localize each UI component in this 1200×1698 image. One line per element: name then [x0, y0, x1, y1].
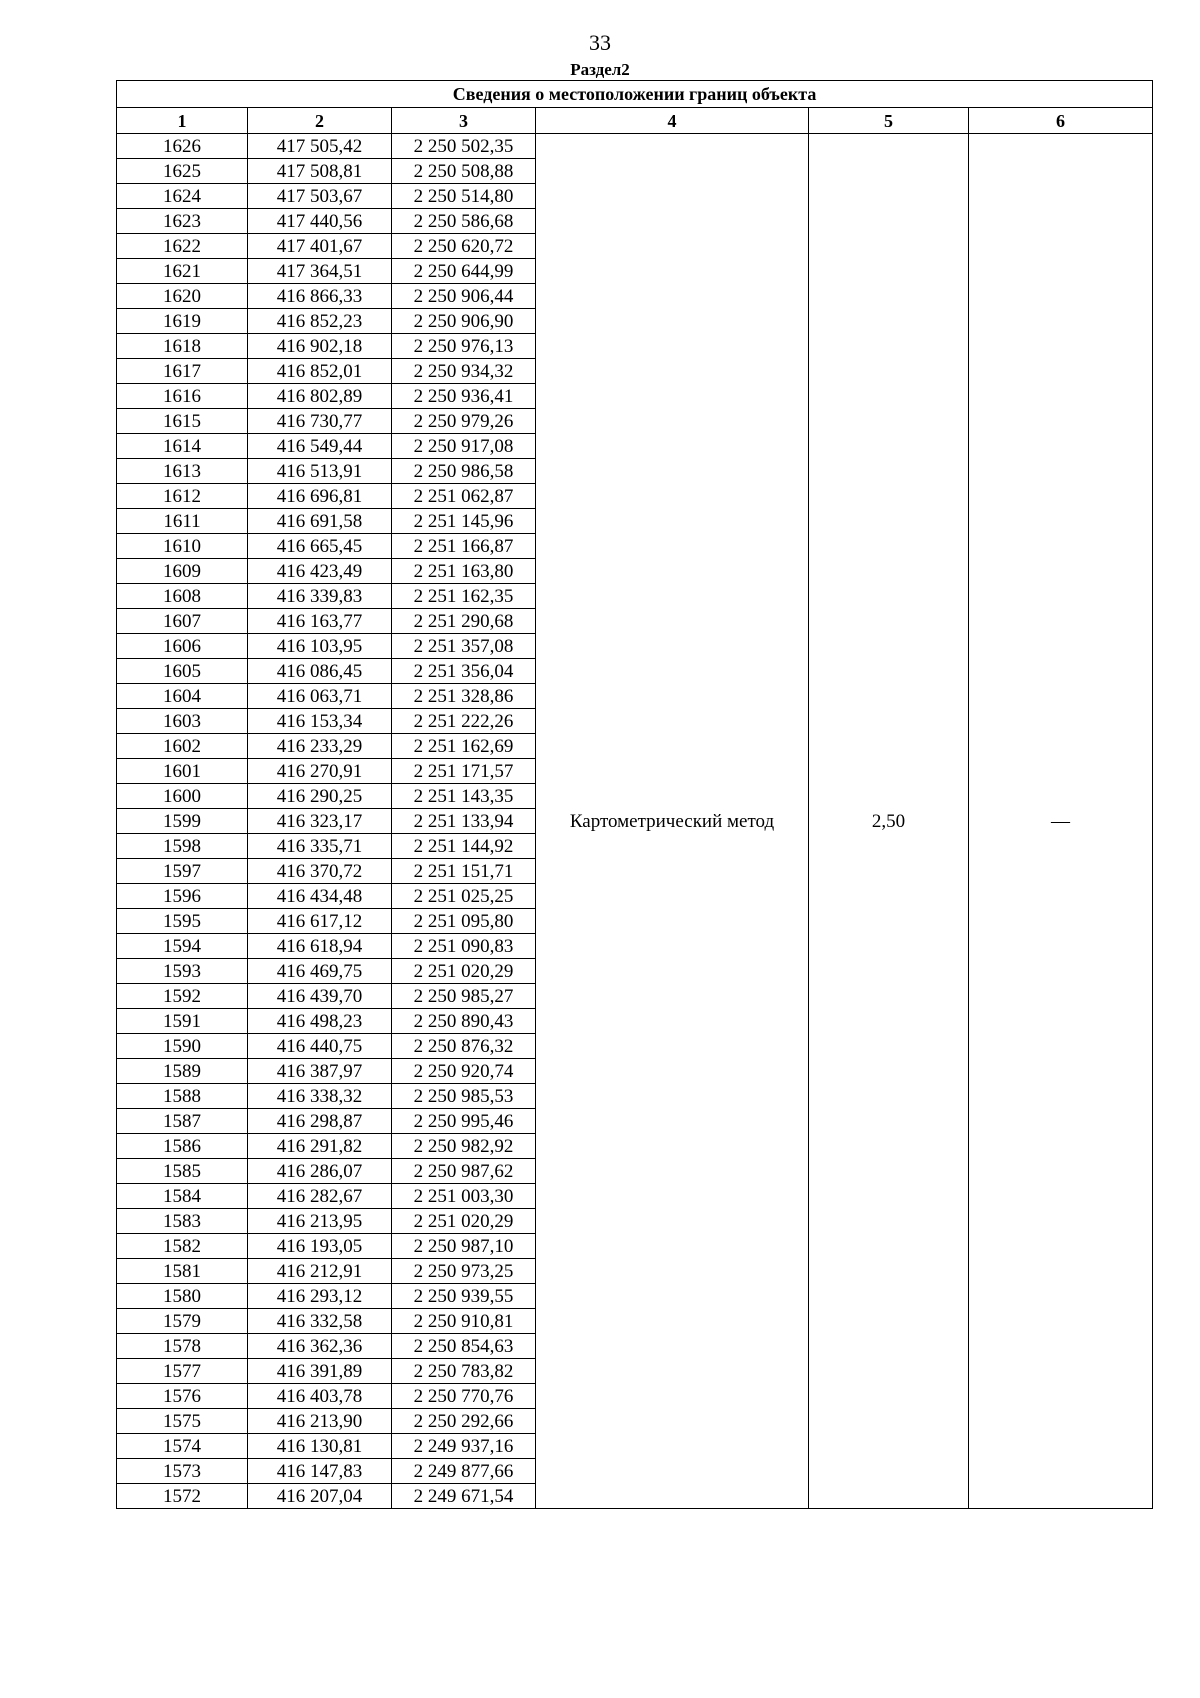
point-number-cell: 1607 — [117, 609, 248, 634]
y-coordinate-cell: 2 251 151,71 — [392, 859, 536, 884]
x-coordinate-cell: 416 086,45 — [248, 659, 392, 684]
column-number-row — [117, 108, 1153, 134]
y-coordinate-cell: 2 249 671,54 — [392, 1484, 536, 1509]
y-coordinate-cell: 2 251 222,26 — [392, 709, 536, 734]
y-coordinate-cell: 2 250 939,55 — [392, 1284, 536, 1309]
x-coordinate-cell: 416 293,12 — [248, 1284, 392, 1309]
point-number-cell: 1613 — [117, 459, 248, 484]
y-coordinate-cell: 2 251 328,86 — [392, 684, 536, 709]
x-coordinate-cell: 416 617,12 — [248, 909, 392, 934]
x-coordinate-cell: 416 391,89 — [248, 1359, 392, 1384]
x-coordinate-cell: 416 323,17 — [248, 809, 392, 834]
x-coordinate-cell: 417 440,56 — [248, 209, 392, 234]
x-coordinate-cell: 416 103,95 — [248, 634, 392, 659]
accuracy-cell: 2,50 — [809, 134, 969, 1509]
point-number-cell: 1625 — [117, 159, 248, 184]
y-coordinate-cell: 2 249 937,16 — [392, 1434, 536, 1459]
y-coordinate-cell: 2 251 003,30 — [392, 1184, 536, 1209]
point-number-cell: 1596 — [117, 884, 248, 909]
section-label: Раздел2 — [570, 60, 630, 79]
x-coordinate-cell: 416 286,07 — [248, 1159, 392, 1184]
point-number-cell: 1624 — [117, 184, 248, 209]
point-number-cell: 1587 — [117, 1109, 248, 1134]
point-number-cell: 1598 — [117, 834, 248, 859]
y-coordinate-cell: 2 251 162,69 — [392, 734, 536, 759]
x-coordinate-cell: 416 213,95 — [248, 1209, 392, 1234]
y-coordinate-cell: 2 250 982,92 — [392, 1134, 536, 1159]
point-number-cell: 1619 — [117, 309, 248, 334]
point-number-cell: 1599 — [117, 809, 248, 834]
y-coordinate-cell: 2 250 783,82 — [392, 1359, 536, 1384]
point-number-cell: 1576 — [117, 1384, 248, 1409]
column-number-1: 1 — [117, 108, 248, 134]
x-coordinate-cell: 416 902,18 — [248, 334, 392, 359]
y-coordinate-cell: 2 251 133,94 — [392, 809, 536, 834]
y-coordinate-cell: 2 250 644,99 — [392, 259, 536, 284]
x-coordinate-cell: 416 193,05 — [248, 1234, 392, 1259]
x-coordinate-cell: 416 513,91 — [248, 459, 392, 484]
point-number-cell: 1616 — [117, 384, 248, 409]
column-number-5: 5 — [809, 108, 969, 134]
x-coordinate-cell: 416 207,04 — [248, 1484, 392, 1509]
y-coordinate-cell: 2 250 910,81 — [392, 1309, 536, 1334]
y-coordinate-cell: 2 251 290,68 — [392, 609, 536, 634]
x-coordinate-cell: 416 362,36 — [248, 1334, 392, 1359]
y-coordinate-cell: 2 250 987,62 — [392, 1159, 536, 1184]
y-coordinate-cell: 2 250 508,88 — [392, 159, 536, 184]
y-coordinate-cell: 2 251 163,80 — [392, 559, 536, 584]
x-coordinate-cell: 416 147,83 — [248, 1459, 392, 1484]
point-number-cell: 1590 — [117, 1034, 248, 1059]
y-coordinate-cell: 2 251 020,29 — [392, 1209, 536, 1234]
y-coordinate-cell: 2 251 062,87 — [392, 484, 536, 509]
point-number-cell: 1585 — [117, 1159, 248, 1184]
y-coordinate-cell: 2 250 976,13 — [392, 334, 536, 359]
x-coordinate-cell: 416 423,49 — [248, 559, 392, 584]
point-number-cell: 1622 — [117, 234, 248, 259]
x-coordinate-cell: 416 213,90 — [248, 1409, 392, 1434]
point-number-cell: 1626 — [117, 134, 248, 159]
y-coordinate-cell: 2 251 356,04 — [392, 659, 536, 684]
x-coordinate-cell: 416 233,29 — [248, 734, 392, 759]
point-number-cell: 1572 — [117, 1484, 248, 1509]
table-title-row — [117, 81, 1153, 108]
point-number-cell: 1574 — [117, 1434, 248, 1459]
x-coordinate-cell: 416 434,48 — [248, 884, 392, 909]
x-coordinate-cell: 416 270,91 — [248, 759, 392, 784]
y-coordinate-cell: 2 249 877,66 — [392, 1459, 536, 1484]
x-coordinate-cell: 417 401,67 — [248, 234, 392, 259]
y-coordinate-cell: 2 250 934,32 — [392, 359, 536, 384]
x-coordinate-cell: 416 339,83 — [248, 584, 392, 609]
point-number-cell: 1615 — [117, 409, 248, 434]
point-number-cell: 1592 — [117, 984, 248, 1009]
y-coordinate-cell: 2 251 171,57 — [392, 759, 536, 784]
y-coordinate-cell: 2 250 986,58 — [392, 459, 536, 484]
y-coordinate-cell: 2 250 770,76 — [392, 1384, 536, 1409]
x-coordinate-cell: 416 866,33 — [248, 284, 392, 309]
x-coordinate-cell: 416 852,01 — [248, 359, 392, 384]
x-coordinate-cell: 416 665,45 — [248, 534, 392, 559]
column-number-6: 6 — [969, 108, 1153, 134]
point-number-cell: 1593 — [117, 959, 248, 984]
point-number-cell: 1602 — [117, 734, 248, 759]
point-number-cell: 1620 — [117, 284, 248, 309]
x-coordinate-cell: 416 282,67 — [248, 1184, 392, 1209]
point-number-cell: 1618 — [117, 334, 248, 359]
y-coordinate-cell: 2 250 995,46 — [392, 1109, 536, 1134]
y-coordinate-cell: 2 250 987,10 — [392, 1234, 536, 1259]
page-number: 33 — [589, 30, 611, 55]
point-number-cell: 1577 — [117, 1359, 248, 1384]
y-coordinate-cell: 2 251 020,29 — [392, 959, 536, 984]
y-coordinate-cell: 2 250 917,08 — [392, 434, 536, 459]
point-number-cell: 1606 — [117, 634, 248, 659]
y-coordinate-cell: 2 250 292,66 — [392, 1409, 536, 1434]
point-number-cell: 1601 — [117, 759, 248, 784]
y-coordinate-cell: 2 251 095,80 — [392, 909, 536, 934]
y-coordinate-cell: 2 250 985,53 — [392, 1084, 536, 1109]
y-coordinate-cell: 2 250 979,26 — [392, 409, 536, 434]
point-number-cell: 1578 — [117, 1334, 248, 1359]
y-coordinate-cell: 2 250 973,25 — [392, 1259, 536, 1284]
point-number-cell: 1589 — [117, 1059, 248, 1084]
point-number-cell: 1610 — [117, 534, 248, 559]
x-coordinate-cell: 417 508,81 — [248, 159, 392, 184]
x-coordinate-cell: 416 063,71 — [248, 684, 392, 709]
y-coordinate-cell: 2 250 854,63 — [392, 1334, 536, 1359]
point-number-cell: 1582 — [117, 1234, 248, 1259]
point-number-cell: 1575 — [117, 1409, 248, 1434]
point-number-cell: 1617 — [117, 359, 248, 384]
y-coordinate-cell: 2 250 876,32 — [392, 1034, 536, 1059]
point-number-cell: 1584 — [117, 1184, 248, 1209]
x-coordinate-cell: 416 338,32 — [248, 1084, 392, 1109]
column-number-3: 3 — [392, 108, 536, 134]
point-number-cell: 1603 — [117, 709, 248, 734]
x-coordinate-cell: 416 370,72 — [248, 859, 392, 884]
x-coordinate-cell: 416 730,77 — [248, 409, 392, 434]
x-coordinate-cell: 416 212,91 — [248, 1259, 392, 1284]
y-coordinate-cell: 2 250 586,68 — [392, 209, 536, 234]
point-number-cell: 1591 — [117, 1009, 248, 1034]
y-coordinate-cell: 2 251 357,08 — [392, 634, 536, 659]
x-coordinate-cell: 416 691,58 — [248, 509, 392, 534]
y-coordinate-cell: 2 251 145,96 — [392, 509, 536, 534]
point-number-cell: 1600 — [117, 784, 248, 809]
x-coordinate-cell: 416 291,82 — [248, 1134, 392, 1159]
point-number-cell: 1581 — [117, 1259, 248, 1284]
x-coordinate-cell: 416 439,70 — [248, 984, 392, 1009]
point-number-cell: 1609 — [117, 559, 248, 584]
x-coordinate-cell: 416 298,87 — [248, 1109, 392, 1134]
point-number-cell: 1594 — [117, 934, 248, 959]
point-number-cell: 1623 — [117, 209, 248, 234]
x-coordinate-cell: 417 364,51 — [248, 259, 392, 284]
x-coordinate-cell: 416 163,77 — [248, 609, 392, 634]
x-coordinate-cell: 416 153,34 — [248, 709, 392, 734]
point-number-cell: 1580 — [117, 1284, 248, 1309]
x-coordinate-cell: 416 130,81 — [248, 1434, 392, 1459]
x-coordinate-cell: 416 335,71 — [248, 834, 392, 859]
point-number-cell: 1588 — [117, 1084, 248, 1109]
y-coordinate-cell: 2 251 143,35 — [392, 784, 536, 809]
x-coordinate-cell: 416 290,25 — [248, 784, 392, 809]
y-coordinate-cell: 2 250 890,43 — [392, 1009, 536, 1034]
y-coordinate-cell: 2 250 906,90 — [392, 309, 536, 334]
x-coordinate-cell: 417 505,42 — [248, 134, 392, 159]
method-cell: Картометрический метод — [536, 134, 809, 1509]
point-number-cell: 1595 — [117, 909, 248, 934]
x-coordinate-cell: 416 403,78 — [248, 1384, 392, 1409]
y-coordinate-cell: 2 251 166,87 — [392, 534, 536, 559]
y-coordinate-cell: 2 250 985,27 — [392, 984, 536, 1009]
x-coordinate-cell: 416 387,97 — [248, 1059, 392, 1084]
x-coordinate-cell: 416 696,81 — [248, 484, 392, 509]
point-number-cell: 1621 — [117, 259, 248, 284]
point-number-cell: 1586 — [117, 1134, 248, 1159]
x-coordinate-cell: 416 618,94 — [248, 934, 392, 959]
table-title: Сведения о местоположении границ объекта — [117, 81, 1153, 108]
point-number-cell: 1611 — [117, 509, 248, 534]
x-coordinate-cell: 417 503,67 — [248, 184, 392, 209]
y-coordinate-cell: 2 251 144,92 — [392, 834, 536, 859]
point-number-cell: 1597 — [117, 859, 248, 884]
column-number-2: 2 — [248, 108, 392, 134]
column-number-4: 4 — [536, 108, 809, 134]
table-row — [117, 134, 1153, 159]
y-coordinate-cell: 2 250 514,80 — [392, 184, 536, 209]
y-coordinate-cell: 2 250 920,74 — [392, 1059, 536, 1084]
x-coordinate-cell: 416 852,23 — [248, 309, 392, 334]
boundary-coordinates-table — [116, 80, 1153, 1509]
point-number-cell: 1579 — [117, 1309, 248, 1334]
point-number-cell: 1604 — [117, 684, 248, 709]
point-number-cell: 1605 — [117, 659, 248, 684]
x-coordinate-cell: 416 469,75 — [248, 959, 392, 984]
y-coordinate-cell: 2 250 936,41 — [392, 384, 536, 409]
y-coordinate-cell: 2 251 090,83 — [392, 934, 536, 959]
y-coordinate-cell: 2 251 162,35 — [392, 584, 536, 609]
y-coordinate-cell: 2 250 620,72 — [392, 234, 536, 259]
y-coordinate-cell: 2 250 906,44 — [392, 284, 536, 309]
y-coordinate-cell: 2 250 502,35 — [392, 134, 536, 159]
point-number-cell: 1614 — [117, 434, 248, 459]
x-coordinate-cell: 416 498,23 — [248, 1009, 392, 1034]
point-number-cell: 1608 — [117, 584, 248, 609]
x-coordinate-cell: 416 802,89 — [248, 384, 392, 409]
point-number-cell: 1583 — [117, 1209, 248, 1234]
point-number-cell: 1612 — [117, 484, 248, 509]
x-coordinate-cell: 416 440,75 — [248, 1034, 392, 1059]
x-coordinate-cell: 416 332,58 — [248, 1309, 392, 1334]
point-number-cell: 1573 — [117, 1459, 248, 1484]
x-coordinate-cell: 416 549,44 — [248, 434, 392, 459]
y-coordinate-cell: 2 251 025,25 — [392, 884, 536, 909]
col6-cell: — — [969, 134, 1153, 1509]
